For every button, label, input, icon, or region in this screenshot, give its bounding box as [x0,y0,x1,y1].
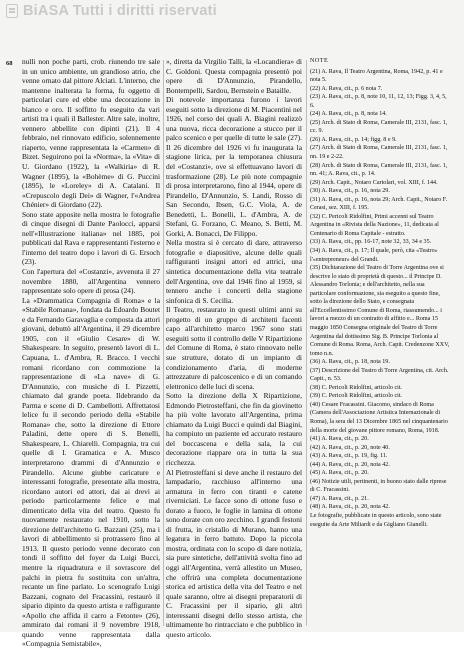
notes-list [310,68,450,530]
column-divider [306,60,307,626]
footnote: (23) A. Rava, cit., p. 8, note 10, 11, 12, 13; Figg. 3, 4, 5, 6. [310,94,447,109]
paragraph: Il Teatro, restaurato in questi ultimi anni su progetto di un gruppo di architetti facenti capo all'architetto marco 1967 sono stati eseguiti sotto il controllo delle V Ripartizione del Comune di Roma, è stato rinnovato nelle sue strutture, dotato di un impianto di condizionamento d'aria, di moderne attrezzature di palcoscenico e di un comando elettronico delle luci di scena. [166,305,302,391]
footnote: (27) Arch. di Stato di Roma, Camerale III, 2131, fasc. 1, nn. 19 e 2-22. [310,145,448,161]
footnote: (22) A. Rava, cit., p. 6 nota 7. [310,85,383,92]
watermark-text: BiASA Tutti i diritti riservati [23,3,217,19]
footnote: (28) Arch. di Stato di Roma, Camerale III, 2131, fasc. 1, nn. 41; A. Rava, cit., p. 14. [310,162,448,178]
footnote: (35) Dichiarazione del Teatro di Torre Argentina ove si descrive lo stato di proprietà di questo... il Principe D. Alessandro Torlonia; e dell'architetto, nella sua particolare conformazione, sia eseguito a questo fine, sotto la direzione dello Stato, e consegnata all'Eccellentissimo Comune di Roma, riassumendo... i lavori a mezzo di un contratto di affitto e... Roma 15 maggio 1850 Consegna originale del Teatro di Torre Argentina dal dottissimo Sig. B. Principe Torlonia al Comune di Roma. Roma, Arch. Capit. Credenzone XXV, tomo n.n. [310,265,450,357]
text-column-1 [22,57,161,649]
footnote: (39) C. Pericoli Ridolfini, articolo cit. [310,393,403,400]
paragraph: Sotto la direzione della X Ripartizione, Edmondo Pietrosteffani, che fin da giovinetto ha più volte lavorato all'Argentina, prima chiamato da Luigi Bucci e quindi dal Biagini, ha compiuto un paziente ed accurato restauro del boccascena e della sala, la cui decorazione riappare ora in tutta la sua ricchezza. [166,391,302,467]
footnote: (43) A. Rava, cit., p. 19, fig. 11. [310,453,388,460]
footnote: (44) A. Rava, cit., p. 20, nota 42. [310,461,390,468]
notes-column [310,57,450,627]
footnote: (46) Notizie utili, pertinenti, in buono stato dalle riprese di C. Fracassini. [310,478,447,494]
paragraph: Al Pietrosteffani si deve anche il restauro del lampadario, racchiuso all'interno una armatura in ferro con tiranti e catene riverniciati. Le facce sono di ottone fuso e dorato a fuoco, le foglie in lamina di ottone sono dorate con oro zecchino. I grandi festoni di frutta, in cristallo di Murano, hanno una legatura in ferro battuto. Dopo la piccola mostra, ordinata con lo scopo di dare notizia, sia pure sintetiche, dell'attività svolta fino ad oggi all'Argentina, verrà allestito un Museo, che offrirà una completa documentazione storica ed artistica della vita del Teatro e nel quale saranno, oltre ai disegni preparatorii di C. Fracassini per il sipario, gli altri interessanti disegni dello stesso artista, che ultimamente ho rintracciato e che pubblico in questo articolo. [166,467,302,639]
footnote: (31) A. Rava, cit., p. 16, nota 29; Arch. Capit., Notaro F. Cerasi, sez. XIII, f. 195. [310,196,448,212]
footnote: (40) Cesare Fracassini. Giacomo, sindaco di Roma (Camera dell'Associazione Artistica Internazionale di Roma), la sera del 13 Dicembre 1865 nel cinquantenario della morte del giovane pittore romano, Roma, 1918. [310,401,448,434]
watermark [0,0,246,22]
footnote: (32) C. Pericoli Ridolfini, Primi accenni sul Teatro Argentina in «Rivista della Nazione», 11, dedicata al Centenario di Roma Capitale - estratto. [310,213,439,237]
footnote: (45) A. Rava, cit., p. 20. [310,470,369,477]
paragraph: nulli non poche parti, crob. riunendo tre sale in un unico ambiente, un grandioso atrio, che venne ornato dal pittore Alciati. L'interno, che mantenne inalterata la forma, fu oggetto di particolari cure ed ebbe una decorazione in bianco e oro. Il soffitto fu eseguito da vari artisti tra i quali il Ballester. Altre sale, inoltre, vennero abbellite con dipinti (21). Il 4 febbraio, nel rinnovato edificio, solennemente riaperto, venne rappresentata la «Carmen» di Bizet. Seguirono poi la «Norma», la «Vita» di U. Giordano (1922), la «Walkiria» di R. Wagner (1895), la «Bohème» di G. Puccini (1895), le «Loreley» di A. Catalani. Il «Crepuscolo degli Dei» di Wagner, l'«Andrea Chénier» di Giordano (22). [22,57,160,210]
footnote: (42) A. Rava, cit., p. 20, note 40. [310,444,390,451]
footnote: Le fotografie, pubblicate in questo articolo, sono state eseguite da Arte Miliardi e da Gigliano Gianelli. [310,512,442,528]
footnote: (21) A. Rava, Il Teatro Argentina, Roma, 1942, p. 41 e nota 5. [310,68,443,84]
footnote: (38) C. Pericoli Ridolfini, articolo cit. [310,384,403,391]
footnote: (37) Descrizione del Teatro di Torre Argentina, cit. Arch. Capit., n. 53. [310,367,449,383]
footnote: (47) A. Rava, cit., p. 21. [310,495,369,502]
notes-heading: NOTE [310,58,329,64]
footnote: (34) A. Rava, cit., p. 17; Il quale, però, cita «Teatro» l'«entrepreneur» del Grandi. [310,248,438,263]
book-icon [6,4,18,18]
footnote: (30) A. Rava, cit., p. 16, nota 29. [310,188,390,195]
footnote: (48) A. Rava, cit., p. 20, nota 42. [310,504,390,511]
footnote: (25) Arch. di Stato di Roma, Camerale III, 2131, fasc. 1, cc. 9. [310,119,448,135]
paragraph: La «Drammatica Compagnia di Roma» e la «Stabile Romana», fondata da Edoardo Boutet e da Fernando Garavaglia e composta da attori giovani, debuttò all'Argentina, il 29 dicembre 1905, con il «Giulio Cesare» di W. Shakespeare. In seguito, presentò lavori di L. Capuana, L. d'Ambra, R. Bracco. I vecchi romani ricordano con commozione la rappresentazione di «La nave» di G. D'Annunzio, con musiche di I. Pizzetti, chiamato dal grande poeta. Ildebrando da Parma e scene di D. Cambellotti. Affrettatosi lelice fu il secondo periodo della «Stabile Romana» che, sotto la direzione di Ettore Paladini, dette opere di S. Benelli, Shakespeare, L. Chiarelli. Compagnia, tra cui quelle di I. Gramatica e A. Musco interpretarono drammi di d'Annunzio e Pirandello. Alcune giubbe caricature e interessanti fotografie, presentate alla mostra, ricordano autori ed attori, dai ai drevi ai periodo particolarmente felice e mal dimenticato della vita del teatro. Questo fu nuovamente restaurato nel 1910, sotto la direzione dell'architetto G. Bazzani (25), ma i lavori di abbellimento si protrassero fino al 1913. Il questo periodo venne decorato con tondi il soffitto del foyer da Luigi Bucci, mentre la riquadratura e il sovrascore del palchi in pietra fu sostituita con un'altra, recante un fine parlato. Lo scenografo Luigi Bazzani, cognato del Fracassini, restaurò il sipario dipinto da questo artista e raffigurante «Apollo che affida il carro a Fetonte» (26), ammirato dai romani il 9 novembre 1918, quando venne rappresentata dalla «Compagnia Semistabile», [22,295,160,649]
column-divider [163,60,164,626]
page-number: 68 [6,60,13,67]
paragraph: Di notevole importanza furono i lavori eseguiti sotto la direzione di M. Piacentini nel 1926, nel corso dei quali A. Biagini realizzò una nuova, ricca decorazione a stucco per il palco scenico e per quelle di tutte le sale (27). Il 26 dicembre del 1926 vi fu inaugurata la stagione lirica, per la temporanea chiusura del «Costanzi», ove si effettuavano lavori di trasformazione (28). Le più note compagnie di prosa interpretarono, fino al 1944, opere di Pirandello, D'Annunzio, S. Landi, Rosso di San Secondo, Ibsen, G.C. Viola, A. de Benedetti, L. Bonelli, L. d'Ambra, A. de Stefani, G. Forzano, C. Meano, S. Betti, M. Gorki, A. Bonacci, De Filippo. [166,95,302,238]
paragraph: Nella mostra si è cercato di dare, attraverso fotografie e diapositive, alcune delle quali raffiguranti insigni attori ed attrici, una sintetica documentazione della vita teatrale dell'Argentina, ove dal 1946 fino al 1959, si tennero anche i concerti della stagione sinfonica di S. Cecilia. [166,238,302,305]
paragraph: Con l'apertura del «Costanzi», avvenuta il 27 novembre 1880, all'Argentina vennero rappresentate solo opere di prosa (24). [22,267,160,296]
footnote: (41) A. Rava, cit., p. 20. [310,436,369,443]
footnote: (36) A. Rava, cit., p. 18, nota 19. [310,359,390,366]
paragraph: », diretta da Virgilio Talli, la «Locandiera» di C. Goldoni. Questa compagnia presentò poi opere di D'Annunzio, Pirandello, Bontempelli, Sardou, Bernstein e Bataille. [166,57,302,95]
paragraph: Sono state apposite nella mostra le fotografie di cinque disegni di Dante Paolocci, apparsi nell'«Illustrazione italiana» nel 1885, poi pubblicati dal Rava e rappresentanti l'esterno e l'interno del teatro dopo i lavori di G. Ersoch (23). [22,209,161,267]
text-column-2 [166,57,302,639]
footnote: (33) A. Rava, cit., pp. 16-17, note 32, 33, 34 e 35. [310,239,432,246]
footnote: (29) Arch. Capit., Notaro Cartolari, vol. XIII, f. 144. [310,179,438,186]
footnote: (24) A. Rava, cit., p. 8, nota 14. [310,111,387,118]
footnote: (26) A. Rava, cit., p. 14; figg. 8 e 9. [310,136,397,143]
